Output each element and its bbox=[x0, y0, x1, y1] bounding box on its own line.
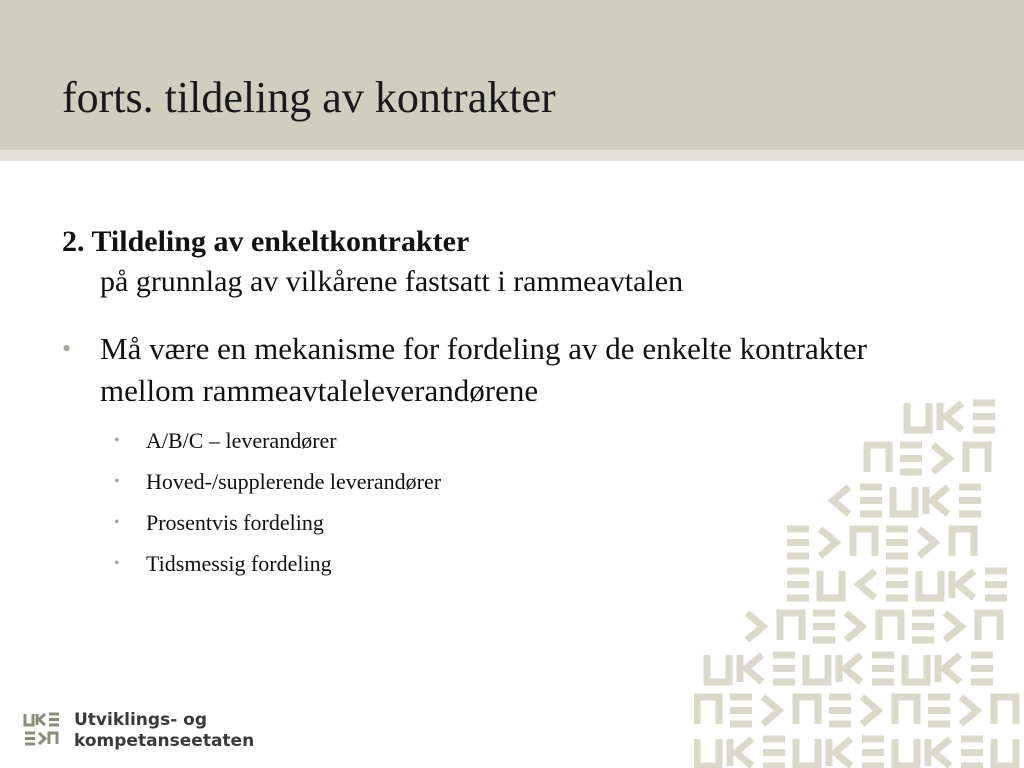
pattern-glyph bbox=[879, 613, 901, 640]
logo-line1: Utviklings- og bbox=[74, 710, 208, 730]
pattern-glyph bbox=[893, 487, 915, 514]
pattern-glyph bbox=[973, 403, 995, 430]
pattern-glyph bbox=[862, 697, 878, 724]
logo-text bbox=[74, 710, 254, 752]
pattern-glyph bbox=[919, 529, 935, 556]
pattern-glyph bbox=[806, 655, 828, 682]
pattern-glyph bbox=[867, 445, 889, 472]
pattern-glyph bbox=[860, 487, 882, 514]
pattern-glyph bbox=[928, 697, 950, 724]
pattern-glyph bbox=[829, 739, 851, 766]
logo-line2: kompetanseetaten bbox=[74, 731, 255, 751]
pattern-glyph bbox=[846, 613, 862, 640]
pattern-glyph bbox=[985, 571, 1007, 598]
pattern-glyph bbox=[966, 445, 988, 472]
bullet-dot-icon: • bbox=[62, 334, 72, 363]
sub-bullet-text: A/B/C – leverandører bbox=[146, 428, 337, 453]
pattern-glyph bbox=[940, 403, 962, 430]
pattern-glyph bbox=[933, 445, 949, 472]
pattern-glyph bbox=[926, 487, 948, 514]
pattern-glyph bbox=[886, 571, 908, 598]
sub-bullet-text: Hoved-/supplerende leverandører bbox=[146, 469, 442, 494]
pattern-glyph bbox=[862, 739, 884, 766]
agency-logo bbox=[22, 710, 254, 752]
pattern-glyph bbox=[780, 613, 802, 640]
pattern-glyph bbox=[938, 655, 960, 682]
pattern-glyph bbox=[820, 571, 842, 598]
title-strip bbox=[0, 150, 1024, 161]
pattern-glyph bbox=[829, 697, 851, 724]
pattern-glyph bbox=[952, 529, 974, 556]
pattern-glyph bbox=[952, 571, 974, 598]
pattern-glyph bbox=[959, 487, 981, 514]
pattern-glyph bbox=[820, 529, 836, 556]
pattern-glyph bbox=[747, 613, 763, 640]
pattern-glyph bbox=[730, 697, 752, 724]
pattern-glyph bbox=[763, 739, 785, 766]
pattern-glyph bbox=[900, 445, 922, 472]
pattern-glyph bbox=[945, 613, 961, 640]
pattern-glyph bbox=[872, 655, 894, 682]
uke-pattern-icon bbox=[694, 388, 1024, 768]
pattern-glyph bbox=[813, 613, 835, 640]
pattern-glyph bbox=[707, 655, 729, 682]
pattern-glyph bbox=[961, 697, 977, 724]
pattern-glyph bbox=[796, 697, 818, 724]
bullet-dot-icon: • bbox=[114, 514, 120, 531]
pattern-glyph bbox=[886, 529, 908, 556]
bullet-dot-icon: • bbox=[114, 432, 120, 449]
pattern-glyph bbox=[787, 529, 809, 556]
heading-block bbox=[62, 222, 942, 302]
pattern-glyph bbox=[833, 487, 849, 514]
pattern-glyph bbox=[839, 655, 861, 682]
pattern-glyph bbox=[912, 613, 934, 640]
pattern-glyph bbox=[994, 739, 1016, 766]
pattern-glyph bbox=[905, 655, 927, 682]
pattern-glyph bbox=[895, 697, 917, 724]
pattern-glyph bbox=[773, 655, 795, 682]
pattern-glyph bbox=[730, 739, 752, 766]
pattern-glyph bbox=[928, 739, 950, 766]
bullet-dot-icon: • bbox=[114, 555, 120, 572]
pattern-glyph bbox=[796, 739, 818, 766]
pattern-glyph bbox=[859, 571, 875, 598]
pattern-glyph bbox=[763, 697, 779, 724]
pattern-glyph bbox=[853, 529, 875, 556]
pattern-glyph bbox=[740, 655, 762, 682]
bullet-dot-icon: • bbox=[114, 473, 120, 490]
pattern-glyph bbox=[697, 697, 719, 724]
pattern-glyph bbox=[971, 655, 993, 682]
pattern-glyph bbox=[978, 613, 1000, 640]
pattern-glyph bbox=[961, 739, 983, 766]
pattern-glyph bbox=[697, 739, 719, 766]
main-bullet-text: Må være en mekanisme for fordeling av de enkelte kontrakter mellom rammeavtaleleverandørene bbox=[100, 331, 867, 408]
sub-bullet-text: Prosentvis fordeling bbox=[146, 510, 324, 535]
heading-bold: 2. Tildeling av enkeltkontrakter bbox=[62, 225, 470, 258]
slide-title: forts. tildeling av kontrakter bbox=[62, 73, 556, 122]
pattern-glyph bbox=[994, 697, 1016, 724]
heading-sub: på grunnlag av vilkårene fastsatt i rammeavtalen bbox=[100, 265, 684, 298]
uke-logo-icon bbox=[22, 711, 62, 751]
pattern-glyph bbox=[787, 571, 809, 598]
pattern-glyph bbox=[919, 571, 941, 598]
sub-bullet-text: Tidsmessig fordeling bbox=[146, 551, 332, 576]
pattern-glyph bbox=[907, 403, 929, 430]
pattern-glyph bbox=[895, 739, 917, 766]
